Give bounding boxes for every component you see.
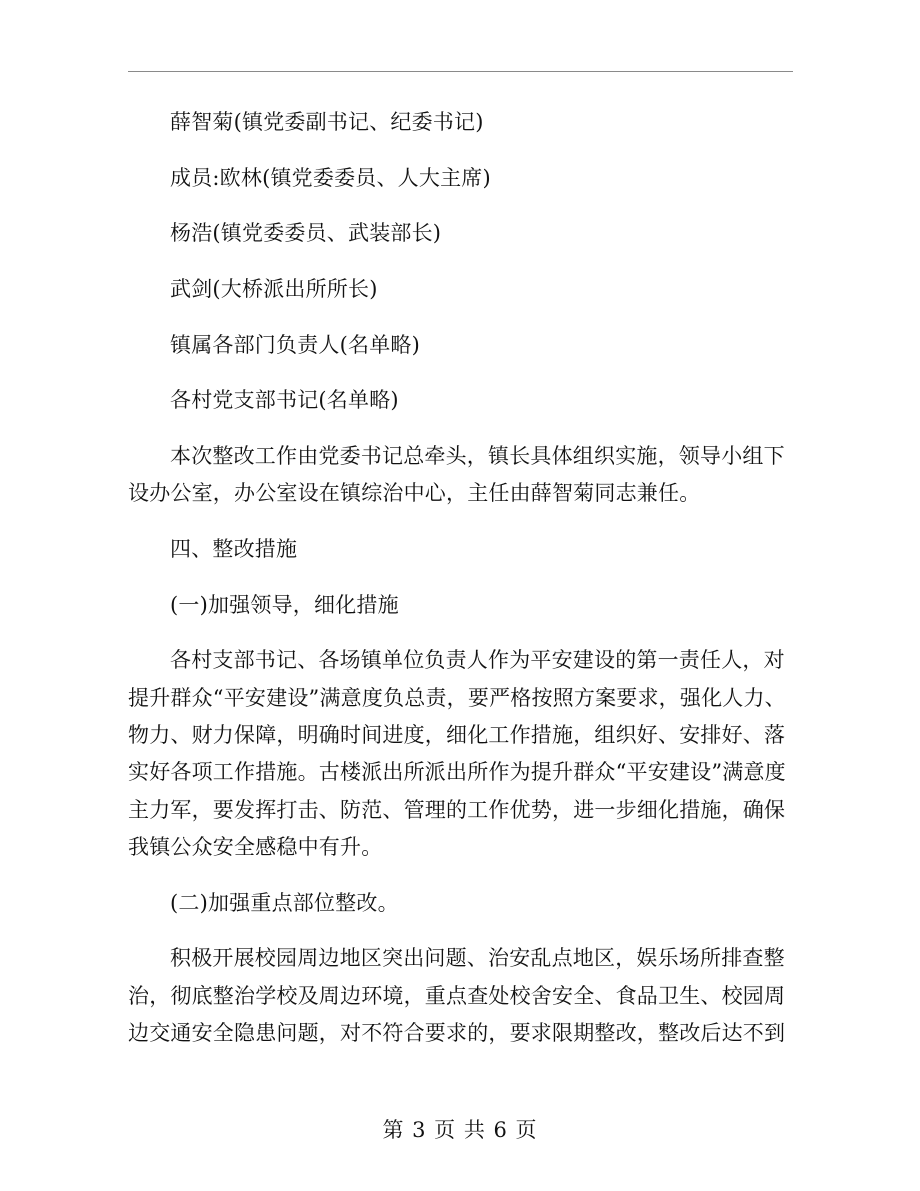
subsection-heading: (一)加强领导，细化措施 xyxy=(170,592,399,617)
paragraph: 镇属各部门负责人(名单略) xyxy=(170,332,420,357)
document-body xyxy=(128,104,793,1071)
paragraph: 积极开展校园周边地区突出问题、治安乱点地区，娱乐场所排查整治，彻底整治学校及周边环境，重点查处校舍安全、食品卫生、校园周边交通安全隐患问题，对不符合要求的，要求限期整改，整改后达不到 xyxy=(128,946,786,1045)
header-rule xyxy=(128,71,793,72)
paragraph: 薛智菊(镇党委副书记、纪委书记) xyxy=(170,110,484,134)
paragraph: 本次整改工作由党委书记总牵头，镇长具体组织实施，领导小组下设办公室，办公室设在镇综治中心，主任由薛智菊同志兼任。 xyxy=(128,444,785,506)
page-number-footer: 第 3 页 共 6 页 xyxy=(382,1118,538,1142)
paragraph: 成员:欧林(镇党委委员、人大主席) xyxy=(170,165,491,190)
subsection-heading: (二)加强重点部位整改。 xyxy=(170,890,399,915)
paragraph: 各村党支部书记(名单略) xyxy=(170,388,399,413)
paragraph: 各村支部书记、各场镇单位负责人作为平安建设的第一责任人，对提升群众“平安建设”满意度负总责，要严格按照方案要求，强化人力、物力、财力保障，明确时间进度，细化工作措施，组织好、安排好、落实好各项工作措施。古楼派出所派出所作为提升群众“平安建设”满意度主力军，要发挥打击、防范、管理的工作优势，进一步细化措施，确保我镇公众安全感稳中有升。 xyxy=(128,648,786,859)
section-heading: 四、整改措施 xyxy=(170,537,298,562)
paragraph: 杨浩(镇党委委员、武装部长) xyxy=(170,221,442,246)
paragraph: 武剑(大桥派出所所长) xyxy=(170,277,378,302)
